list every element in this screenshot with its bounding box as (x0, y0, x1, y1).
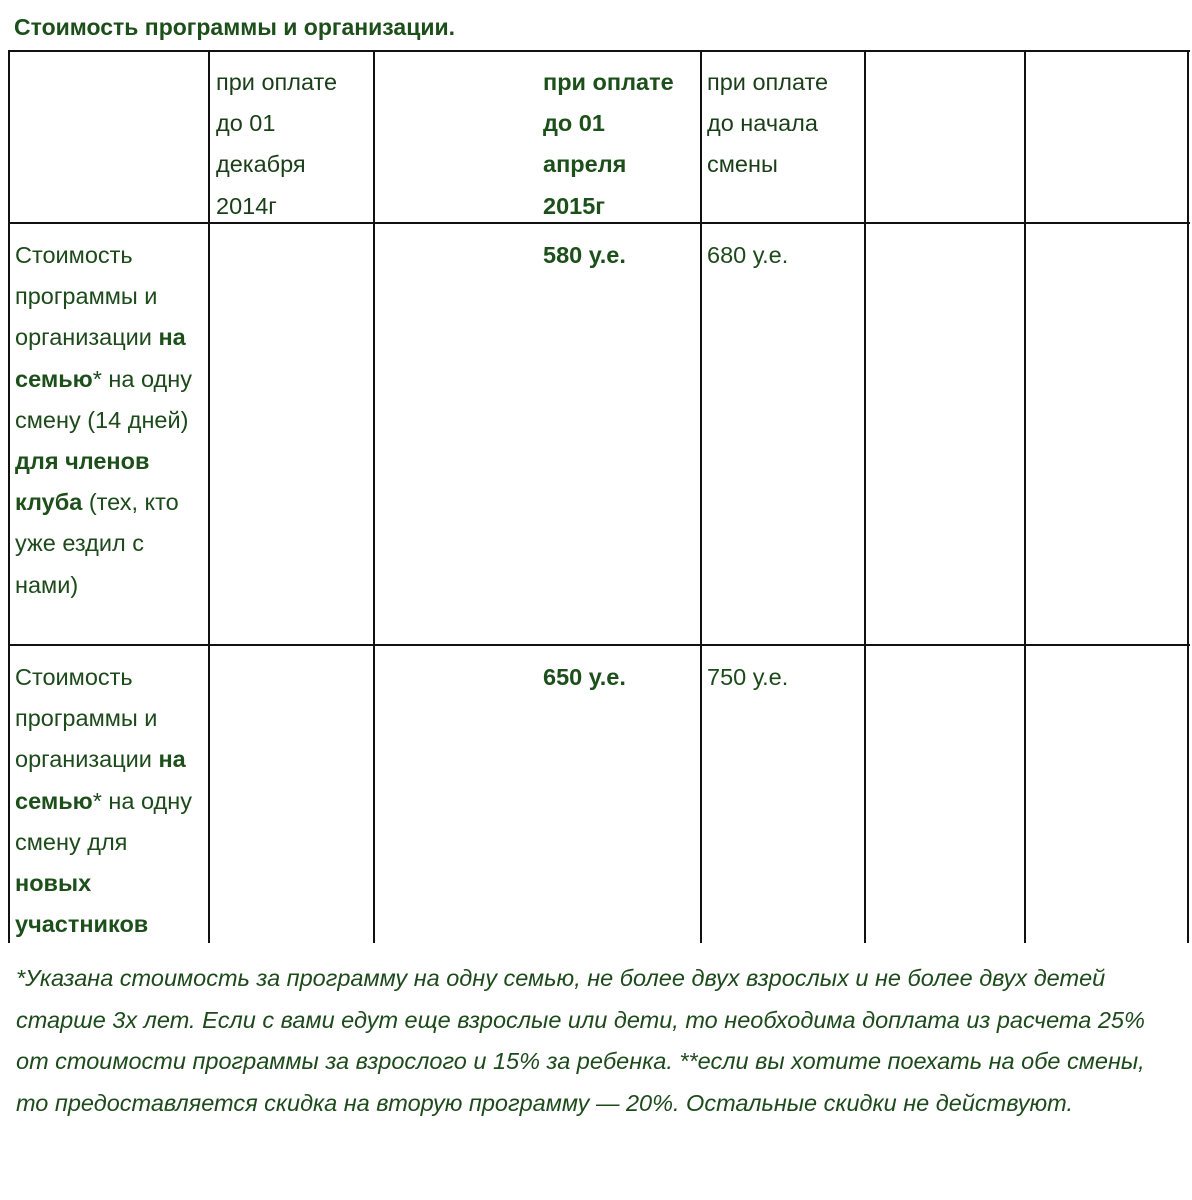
price-cell-season-start: 680 у.е. (707, 242, 789, 268)
label-segment-bold: на семью (15, 746, 186, 814)
table-column-divider (700, 50, 702, 943)
table-row-label (15, 657, 207, 945)
label-segment-bold: на семью (15, 324, 186, 392)
price-cell-april: 580 у.е. (543, 242, 626, 268)
table-column-divider (1187, 50, 1189, 943)
page-title: Стоимость программы и организации. (14, 14, 456, 40)
header-cell-december: при оплате до 01 декабря 2014г (216, 69, 338, 219)
label-segment: * на одну смену (14 дней) (15, 365, 192, 433)
table-column-divider (373, 50, 375, 943)
table-column-divider (864, 50, 866, 943)
table-row-divider (8, 644, 1190, 646)
table-column-divider (208, 50, 210, 943)
table-top-border (8, 50, 1190, 52)
price-cell-season-start: 750 у.е. (707, 664, 789, 690)
label-segment-bold: новых участников (15, 870, 149, 938)
label-segment: * на одну смену для (15, 787, 192, 855)
table-column-divider (1024, 50, 1026, 943)
table-row-label (15, 235, 207, 606)
table-column-divider (8, 50, 10, 943)
label-segment-bold: для членов клуба (15, 448, 150, 516)
label-segment: Стоимость программы и организации (15, 242, 159, 351)
header-cell-season-start: при оплате до начала смены (707, 69, 829, 178)
price-cell-april: 650 у.е. (543, 664, 626, 690)
label-segment: (тех, кто уже ездил с нами) (15, 489, 179, 598)
header-cell-april: при оплате до 01 апреля 2015г (543, 69, 674, 219)
label-segment: Стоимость программы и организации (15, 664, 159, 773)
footnote: *Указана стоимость за программу на одну семью, не более двух взрослых и не более двух детей старше 3х лет. Если с вами едут еще взрослые или дети, то необходима доплата из расчета 25% от стоимости программы за взрослого и 15% за ребенка. **если вы хотите поехать на обе смены, то предоставляется скидка на вторую программу — 20%. Остальные скидки не действуют. (16, 965, 1145, 1116)
